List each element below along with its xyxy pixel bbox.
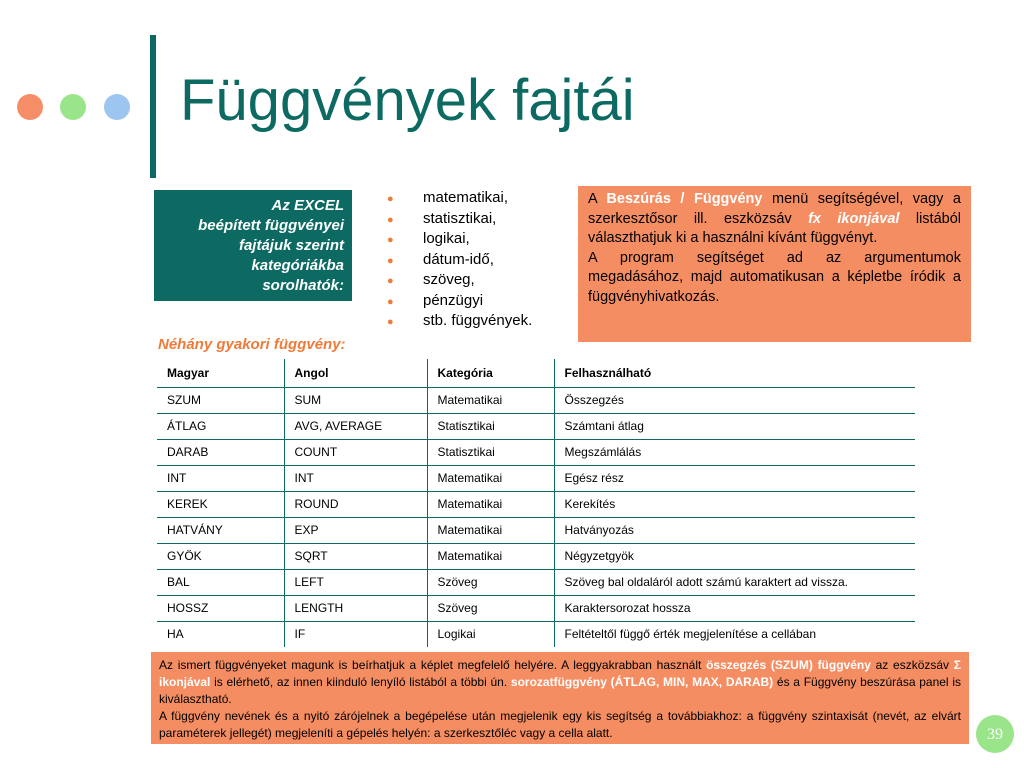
excel-categories-box [154, 190, 352, 301]
table-cell: AVG, AVERAGE [284, 413, 427, 439]
usage-tips-box [151, 652, 969, 744]
list-item: ● stb. függvények. [386, 311, 532, 332]
table-cell: INT [157, 465, 284, 491]
excel-box-line: kategóriákba [251, 257, 344, 274]
table-cell: Matematikai [427, 517, 554, 543]
table-cell: KEREK [157, 491, 284, 517]
function-table [157, 359, 915, 647]
table-row [157, 387, 915, 413]
table-cell: Hatványozás [554, 517, 915, 543]
table-cell: GYÖK [157, 543, 284, 569]
list-item: ● szöveg, [386, 270, 532, 291]
category-bullet-list [386, 188, 532, 332]
bullet-icon: ● [387, 316, 394, 328]
column-header: Magyar [157, 359, 284, 387]
table-cell: Statisztikai [427, 413, 554, 439]
table-row [157, 543, 915, 569]
excel-box-line: fajtájuk szerint [238, 237, 344, 254]
table-cell: LEFT [284, 569, 427, 595]
table-cell: Matematikai [427, 491, 554, 517]
table-row [157, 569, 915, 595]
list-item: ● matematikai, [386, 188, 532, 209]
bullet-icon: ● [387, 213, 394, 226]
table-cell: Összegzés [554, 387, 915, 413]
tips-paragraph-1: Az ismert függvényeket magunk is beírhatjuk a képlet megfelelő helyére. A leggyakrabban használt összegzés (SZUM) függvény az eszközsáv Σ ikonjával is elérhető, az innen kiinduló lenyíló listából a többi ún. sorozatfüggvény (ÁTLAG, MIN, MAX, DARAB) és a Függvény beszúrása panel is kiválasztható. [159, 658, 961, 706]
table-cell: Számtani átlag [554, 413, 915, 439]
table-cell: DARAB [157, 439, 284, 465]
table-cell: COUNT [284, 439, 427, 465]
table-cell: HOSSZ [157, 595, 284, 621]
blue-dot-decoration [104, 94, 130, 120]
table-cell: ÁTLAG [157, 413, 284, 439]
table-row [157, 439, 915, 465]
table-row [157, 517, 915, 543]
table-cell: Matematikai [427, 543, 554, 569]
title-divider-line [150, 35, 156, 178]
list-item: ● statisztikai, [386, 209, 532, 230]
info-paragraph-2: A program segítséget ad az argumentumok megadásához, majd automatikusan a képletbe íródik a függvényhivatkozás. [588, 249, 961, 305]
bullet-icon: ● [387, 254, 394, 267]
page-number-badge: 39 [976, 715, 1014, 753]
list-item: ● logikai, [386, 229, 532, 250]
table-cell: Szöveg [427, 595, 554, 621]
table-cell: Szöveg [427, 569, 554, 595]
table-cell: Karaktersorozat hossza [554, 595, 915, 621]
bullet-icon: ● [387, 234, 394, 246]
table-cell: LENGTH [284, 595, 427, 621]
bullet-icon: ● [387, 193, 394, 205]
table-row [157, 621, 915, 647]
sigma-icon: Σ [953, 658, 961, 672]
table-row [157, 595, 915, 621]
bullet-icon: ● [387, 295, 394, 308]
table-cell: Szöveg bal oldaláról adott számú karaktert ad vissza. [554, 569, 915, 595]
column-header: Kategória [427, 359, 554, 387]
table-cell: Logikai [427, 621, 554, 647]
table-cell: EXP [284, 517, 427, 543]
green-dot-decoration [60, 94, 86, 120]
table-row [157, 491, 915, 517]
bullet-icon: ● [387, 275, 394, 287]
table-subtitle: Néhány gyakori függvény: [158, 336, 346, 353]
table-cell: Feltételtől függő érték megjelenítése a cellában [554, 621, 915, 647]
list-item: ● dátum-idő, [386, 250, 532, 271]
table-header-row [157, 359, 915, 387]
table-cell: Matematikai [427, 465, 554, 491]
table-cell: SQRT [284, 543, 427, 569]
table-cell: Egész rész [554, 465, 915, 491]
excel-box-line: beépített függvényei [198, 217, 344, 234]
slide-title: Függvények fajtái [180, 68, 635, 133]
table-cell: Kerekítés [554, 491, 915, 517]
excel-box-line: Az EXCEL [271, 197, 344, 214]
table-cell: HATVÁNY [157, 517, 284, 543]
table-cell: HA [167, 627, 184, 642]
insert-function-info-box [578, 186, 971, 342]
table-cell: Négyzetgyök [554, 543, 915, 569]
table-cell: Megszámlálás [554, 439, 915, 465]
table-cell: Matematikai [427, 387, 554, 413]
table-row [157, 465, 915, 491]
list-item: ● pénzügyi [386, 291, 532, 312]
column-header: Angol [284, 359, 427, 387]
orange-dot-decoration [17, 94, 43, 120]
table-cell: IF [284, 621, 427, 647]
table-cell: BAL [157, 569, 284, 595]
tips-paragraph-2: A függvény nevének és a nyitó zárójelnek a begépelése után megjelenik egy kis segítség a továbbiakhoz: a függvény szintaxisát (nevét, az elvárt paraméterek jellegét) megjeleníti a gépelés helyén: a szerkesztőléc vagy a cella alatt. [159, 709, 961, 740]
table-cell: Statisztikai [427, 439, 554, 465]
table-cell: INT [284, 465, 427, 491]
table-cell: SZUM [157, 387, 284, 413]
excel-box-line: sorolhatók: [262, 277, 344, 294]
table-cell: SUM [284, 387, 427, 413]
column-header: Felhasználható [554, 359, 915, 387]
info-paragraph-1: A Beszúrás / Függvény menü segítségével, vagy a szerkesztősor ill. eszközsáv fx ikonjával listából választhatjuk ki a használni kívánt függvényt. [588, 191, 962, 246]
table-row [157, 413, 915, 439]
table-cell: ROUND [284, 491, 427, 517]
